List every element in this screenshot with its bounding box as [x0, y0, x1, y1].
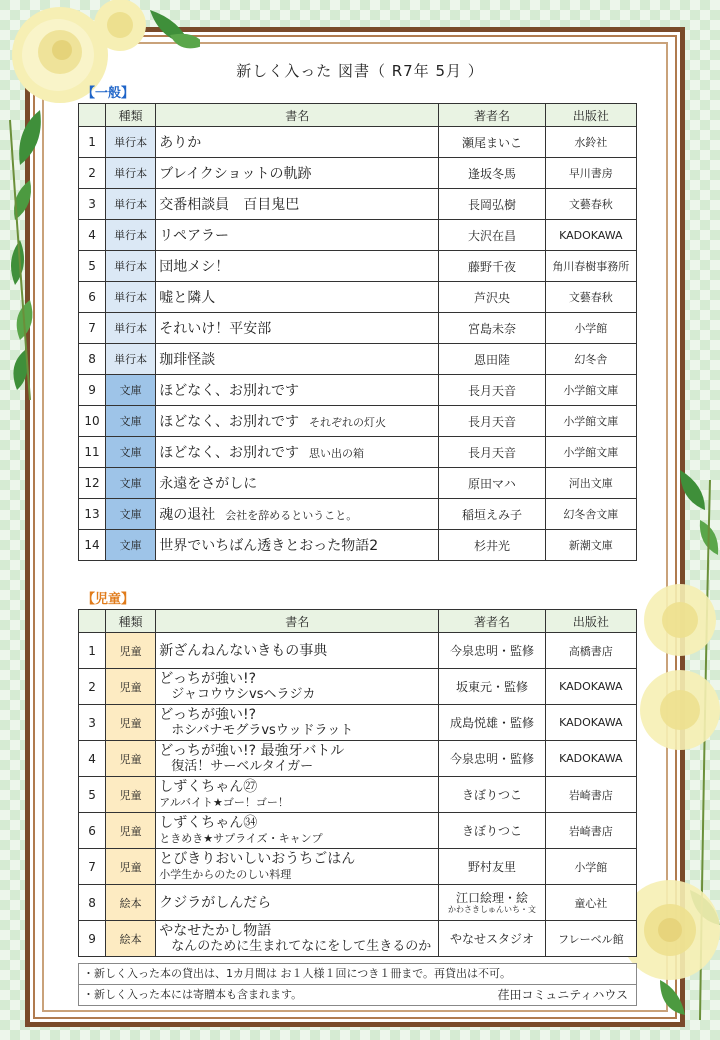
row-type: 単行本	[106, 158, 156, 189]
row-title-line2: なんのために生まれてなにをして生きるのか	[171, 939, 432, 954]
row-title-cell	[156, 127, 439, 158]
row-title: リペアラー	[159, 228, 229, 244]
row-publisher: 小学館文庫	[545, 375, 636, 406]
row-publisher: 岩崎書店	[545, 813, 636, 849]
row-title-cell	[156, 375, 439, 406]
page-title: 新しく入った 図書（ R7年 5月 ）	[236, 62, 484, 80]
row-publisher: KADOKAWA	[545, 705, 636, 741]
row-number: 5	[79, 251, 106, 282]
row-type: 文庫	[106, 375, 156, 406]
row-number: 2	[79, 669, 106, 705]
row-title: 交番相談員 百目鬼巴	[159, 197, 300, 213]
table-row	[79, 344, 637, 375]
row-title: しずくちゃん㉞	[159, 815, 258, 831]
table-row	[79, 251, 637, 282]
row-author-secondary: かわさきしゅんいち・文	[447, 904, 536, 914]
row-type: 文庫	[106, 499, 156, 530]
table-row	[79, 921, 637, 957]
row-publisher: 幻冬舎	[545, 344, 636, 375]
row-author: きぼりつこ	[461, 787, 522, 802]
row-title-cell	[156, 344, 439, 375]
row-author: 恩田陸	[439, 344, 545, 375]
row-publisher: 水鈴社	[545, 127, 636, 158]
row-publisher: 文藝春秋	[545, 282, 636, 313]
row-type: 単行本	[106, 220, 156, 251]
row-publisher: 小学館	[545, 313, 636, 344]
row-author: 宮島未奈	[439, 313, 545, 344]
row-title-cell	[156, 158, 439, 189]
section-label-children: 【児童】	[82, 592, 135, 607]
row-number: 3	[79, 189, 106, 220]
row-title: 永遠をさがしに	[159, 476, 258, 492]
table-row	[79, 282, 637, 313]
note-donations	[78, 985, 637, 1006]
row-title: やなせたかし物語	[159, 923, 272, 939]
row-number: 14	[79, 530, 106, 561]
row-number: 1	[79, 633, 106, 669]
row-number: 7	[79, 313, 106, 344]
row-type: 文庫	[106, 406, 156, 437]
row-title-cell	[156, 849, 439, 885]
table-row	[79, 220, 637, 251]
row-title-cell	[156, 669, 439, 705]
row-title: 珈琲怪談	[159, 352, 216, 368]
row-title: とびきりおいしいおうちごはん	[159, 851, 356, 867]
row-title: しずくちゃん㉗	[159, 779, 258, 795]
header-publisher: 出版社	[545, 610, 636, 633]
row-publisher: 角川春樹事務所	[545, 251, 636, 282]
row-number: 11	[79, 437, 106, 468]
table-row	[79, 813, 637, 849]
signature: 荏田コミュニティハウス	[497, 988, 628, 1002]
row-type: 児童	[106, 633, 156, 669]
row-title-line2: アルバイト★ゴー！ゴー！	[159, 796, 289, 809]
row-publisher: 幻冬舎文庫	[545, 499, 636, 530]
row-subtitle: 思い出の箱	[309, 447, 364, 460]
row-author: 杉井光	[439, 530, 545, 561]
row-number: 10	[79, 406, 106, 437]
header-type: 種類	[106, 104, 156, 127]
row-author: 長岡弘樹	[439, 189, 545, 220]
row-number: 8	[79, 344, 106, 375]
row-author: 成島悦雄・監修	[449, 715, 534, 730]
table-row	[79, 741, 637, 777]
row-number: 9	[79, 375, 106, 406]
row-title-cell	[156, 705, 439, 741]
table-row	[79, 885, 637, 921]
row-author-cell	[439, 705, 545, 741]
row-type: 文庫	[106, 468, 156, 499]
row-publisher: 河出文庫	[545, 468, 636, 499]
row-title: 嘘と隣人	[159, 290, 216, 306]
row-author: 坂東元・監修	[455, 679, 528, 694]
row-publisher: 小学館文庫	[545, 406, 636, 437]
header-type: 種類	[106, 610, 156, 633]
row-subtitle: 会社を辞めるということ。	[225, 509, 358, 522]
table-row	[79, 406, 637, 437]
row-number: 12	[79, 468, 106, 499]
row-author: やなせスタジオ	[449, 931, 534, 946]
row-number: 9	[79, 921, 106, 957]
table-row	[79, 669, 637, 705]
row-type: 児童	[106, 813, 156, 849]
row-title-line2: ときめき★サプライズ・キャンプ	[159, 832, 323, 845]
row-author-cell	[439, 741, 545, 777]
table-row	[79, 705, 637, 741]
row-publisher: 文藝春秋	[545, 189, 636, 220]
table-row	[79, 633, 637, 669]
row-title: どっちが強い!? 最強牙バトル	[159, 743, 345, 759]
row-title-cell	[156, 189, 439, 220]
row-type: 文庫	[106, 530, 156, 561]
header-title: 書名	[156, 610, 439, 633]
table-row	[79, 468, 637, 499]
row-title-cell	[156, 741, 439, 777]
row-title-cell	[156, 885, 439, 921]
row-publisher: 小学館	[545, 849, 636, 885]
row-type: 単行本	[106, 251, 156, 282]
row-author-cell	[439, 885, 545, 921]
row-type: 単行本	[106, 189, 156, 220]
row-title-cell	[156, 220, 439, 251]
row-author-cell	[439, 633, 545, 669]
row-title-cell	[156, 468, 439, 499]
row-title-cell	[156, 633, 439, 669]
row-type: 児童	[106, 669, 156, 705]
row-publisher: 童心社	[545, 885, 636, 921]
row-title-cell	[156, 313, 439, 344]
row-number: 2	[79, 158, 106, 189]
row-title: 世界でいちばん透きとおった物語2	[159, 538, 379, 554]
row-number: 13	[79, 499, 106, 530]
row-title-cell	[156, 530, 439, 561]
header-title: 書名	[156, 104, 439, 127]
children-books-table	[78, 609, 637, 957]
table-row	[79, 158, 637, 189]
row-type: 絵本	[106, 885, 156, 921]
row-type: 児童	[106, 777, 156, 813]
row-title-cell	[156, 251, 439, 282]
row-number: 3	[79, 705, 106, 741]
row-publisher: KADOKAWA	[545, 220, 636, 251]
row-title: ほどなく、お別れです	[159, 414, 299, 430]
row-author: 江口絵理・絵	[455, 890, 528, 905]
row-title: ありか	[159, 135, 202, 151]
header-author: 著者名	[439, 104, 545, 127]
row-author-cell	[439, 669, 545, 705]
row-type: 文庫	[106, 437, 156, 468]
row-number: 4	[79, 220, 106, 251]
row-title: 新ざんねんないきもの事典	[159, 642, 328, 659]
row-author: 稲垣えみ子	[439, 499, 545, 530]
row-title-cell	[156, 282, 439, 313]
row-author-cell	[439, 813, 545, 849]
section-label-general: 【一般】	[82, 86, 135, 101]
row-author: 今泉忠明・監修	[449, 643, 534, 658]
row-author: 大沢在昌	[439, 220, 545, 251]
header-publisher: 出版社	[545, 104, 636, 127]
row-author: 藤野千夜	[439, 251, 545, 282]
row-title: それいけ！平安部	[159, 321, 272, 337]
row-title-cell	[156, 921, 439, 957]
row-title: どっちが強い!?	[159, 671, 257, 687]
row-publisher: KADOKAWA	[545, 669, 636, 705]
table-row	[79, 375, 637, 406]
row-publisher: 高橋書店	[545, 633, 636, 669]
table-row	[79, 777, 637, 813]
row-author-cell	[439, 921, 545, 957]
row-title: クジラがしんだら	[159, 894, 272, 911]
row-title-line2: ジャコウウシvsヘラジカ	[171, 687, 316, 702]
table-row	[79, 313, 637, 344]
row-type: 単行本	[106, 282, 156, 313]
table-row	[79, 437, 637, 468]
row-author-cell	[439, 849, 545, 885]
row-type: 児童	[106, 705, 156, 741]
row-title-cell	[156, 777, 439, 813]
row-title: ほどなく、お別れです	[159, 445, 299, 461]
row-title-line2: 小学生からのたのしい料理	[159, 868, 292, 881]
header-number	[79, 610, 106, 633]
row-type: 絵本	[106, 921, 156, 957]
row-publisher: フレーベル館	[545, 921, 636, 957]
note-lending-rule: ・新しく入った本の貸出は、1カ月間は お１人様１回につき１冊まで。再貸出は不可。	[78, 963, 637, 985]
table-row	[79, 189, 637, 220]
note-donations-text: ・新しく入った本には寄贈本も含まれます。	[83, 988, 303, 1001]
row-author: 芦沢央	[439, 282, 545, 313]
row-author: 原田マハ	[439, 468, 545, 499]
row-title-cell	[156, 406, 439, 437]
row-number: 6	[79, 813, 106, 849]
row-type: 児童	[106, 741, 156, 777]
header-number	[79, 104, 106, 127]
row-number: 4	[79, 741, 106, 777]
row-type: 単行本	[106, 127, 156, 158]
table-header-row	[79, 610, 637, 633]
notes-box	[78, 963, 637, 1006]
row-type: 児童	[106, 849, 156, 885]
row-subtitle: それぞれの灯火	[309, 416, 386, 429]
row-author: 長月天音	[439, 375, 545, 406]
table-row	[79, 530, 637, 561]
row-number: 8	[79, 885, 106, 921]
row-publisher: 新潮文庫	[545, 530, 636, 561]
header-author: 著者名	[439, 610, 545, 633]
row-title: ほどなく、お別れです	[159, 383, 299, 399]
row-author: 長月天音	[439, 406, 545, 437]
row-publisher: 小学館文庫	[545, 437, 636, 468]
row-type: 単行本	[106, 313, 156, 344]
table-header-row	[79, 104, 637, 127]
row-title: ブレイクショットの軌跡	[159, 166, 312, 182]
row-title-line2: ホシバナモグラvsウッドラット	[171, 723, 354, 738]
row-author: きぼりつこ	[461, 823, 522, 838]
row-type: 単行本	[106, 344, 156, 375]
table-row	[79, 127, 637, 158]
row-title: 団地メシ！	[159, 259, 230, 275]
general-books-table	[78, 103, 637, 561]
row-author: 瀬尾まいこ	[439, 127, 545, 158]
table-row	[79, 849, 637, 885]
row-title-cell	[156, 437, 439, 468]
row-number: 1	[79, 127, 106, 158]
row-publisher: KADOKAWA	[545, 741, 636, 777]
row-title: 魂の退社	[159, 507, 216, 523]
row-author-cell	[439, 777, 545, 813]
row-title-cell	[156, 499, 439, 530]
row-title: どっちが強い!?	[159, 707, 257, 723]
row-publisher: 早川書房	[545, 158, 636, 189]
table-row	[79, 499, 637, 530]
row-author: 今泉忠明・監修	[449, 751, 534, 766]
row-title-line2: 復活！サーベルタイガー	[171, 759, 314, 774]
row-number: 7	[79, 849, 106, 885]
row-number: 6	[79, 282, 106, 313]
row-number: 5	[79, 777, 106, 813]
row-author: 長月天音	[439, 437, 545, 468]
row-title-cell	[156, 813, 439, 849]
row-author: 逢坂冬馬	[439, 158, 545, 189]
row-author: 野村友里	[467, 859, 516, 874]
row-publisher: 岩崎書店	[545, 777, 636, 813]
